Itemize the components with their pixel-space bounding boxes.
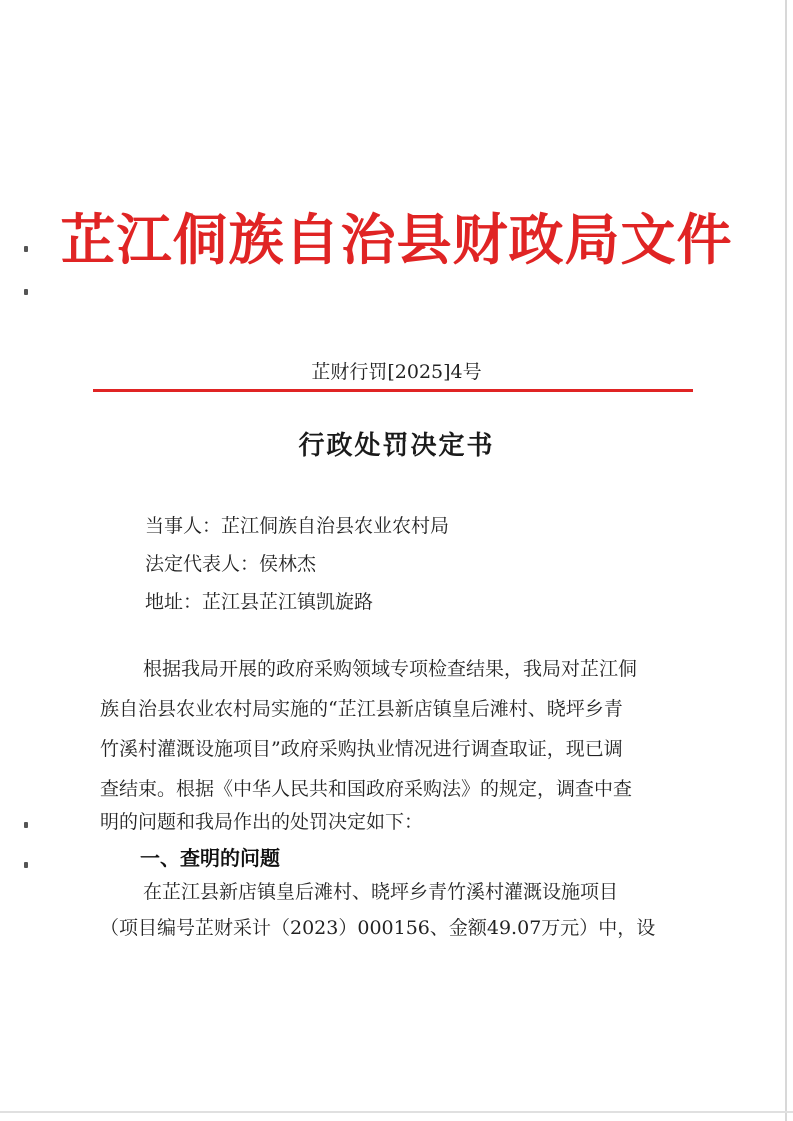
document-heading: 行政处罚决定书 xyxy=(298,431,495,461)
paragraph-1-line: 竹溪村灌溉设施项目”政府采购执业情况进行调查取证，现已调 xyxy=(100,738,623,760)
scan-edge-bottom xyxy=(0,1111,793,1113)
section-heading: 一、查明的问题 xyxy=(140,846,280,870)
paragraph-1-line: 族自治县农业农村局实施的“芷江县新店镇皇后滩村、晓坪乡青 xyxy=(100,698,623,720)
binding-mark xyxy=(24,822,28,828)
paragraph-2-line: 在芷江县新店镇皇后滩村、晓坪乡青竹溪村灌溉设施项目 xyxy=(143,881,619,903)
binding-mark xyxy=(24,246,28,252)
paragraph-2-line: （项目编号芷财采计（2023）000156、金额49.07万元）中，设 xyxy=(100,917,656,939)
address-line: 地址：芷江县芷江镇凯旋路 xyxy=(145,591,374,613)
legal-representative-line: 法定代表人：侯林杰 xyxy=(145,553,317,575)
party-line: 当事人：芷江侗族自治县农业农村局 xyxy=(145,515,450,537)
paragraph-1-line: 明的问题和我局作出的处罚决定如下： xyxy=(100,811,424,833)
binding-mark xyxy=(24,289,28,295)
paragraph-1-line: 查结束。根据《中华人民共和国政府采购法》的规定，调查中查 xyxy=(100,778,633,800)
binding-mark xyxy=(24,862,28,868)
paragraph-1-line: 根据我局开展的政府采购领域专项检查结果，我局对芷江侗 xyxy=(143,658,638,680)
issuer-header-title: 芷江侗族自治县财政局文件 xyxy=(60,207,733,272)
document-number: 芷财行罚[2025]4号 xyxy=(311,361,482,383)
scan-edge-right xyxy=(785,0,787,1121)
red-separator-line xyxy=(93,389,693,392)
